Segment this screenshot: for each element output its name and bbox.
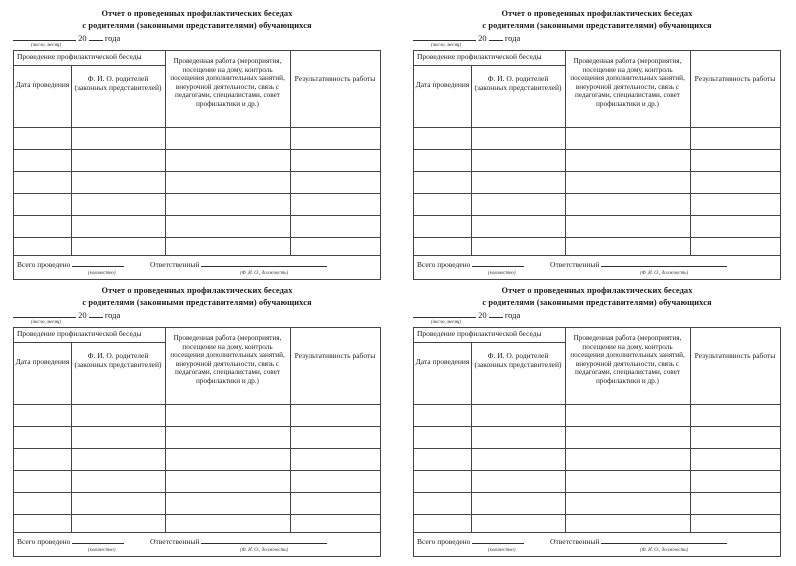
date-line	[13, 309, 120, 320]
table-line	[414, 215, 780, 216]
column-header-fio: Ф. И. О. родителей (законных представителей)	[74, 74, 162, 92]
total-label: Всего проведено	[17, 537, 71, 546]
date-blank[interactable]	[413, 309, 476, 318]
responsible-blank[interactable]	[601, 259, 727, 267]
table-line	[71, 342, 72, 532]
table-line	[414, 532, 780, 533]
form-title-line1: Отчет о проведенных профилактических беседах	[501, 9, 693, 18]
table-line	[14, 448, 380, 449]
report-table	[413, 50, 781, 280]
total-blank[interactable]	[72, 536, 124, 544]
table-line	[14, 237, 380, 238]
responsible-blank[interactable]	[201, 536, 327, 544]
table-line	[414, 171, 780, 172]
table-footer	[17, 259, 327, 269]
form-title-line1: Отчет о проведенных профилактических беседах	[501, 286, 693, 295]
year-blank[interactable]	[89, 32, 103, 41]
form-title-line2: с родителями (законными представителями) обучающихся	[82, 21, 312, 30]
column-header-work: Проведенная работа (мероприятия, посещение на дому, контроль посещения дополнительных занятий, внеурочной деятельности, связь с педагогами, специалистами, совет профилактики и др.)	[170, 57, 285, 108]
year-prefix: 20	[78, 310, 87, 320]
year-suffix: года	[104, 310, 121, 320]
column-header-date: Дата проведения	[15, 357, 70, 366]
table-line	[414, 492, 780, 493]
table-line	[414, 149, 780, 150]
table-line	[414, 237, 780, 238]
report-form-bottom-left	[13, 283, 381, 559]
report-form-top-right	[413, 6, 781, 282]
table-line	[414, 426, 780, 427]
date-blank[interactable]	[13, 309, 76, 318]
table-line	[14, 255, 380, 256]
responsible-label: Ответственный	[550, 260, 600, 269]
date-hint: (число, месяц)	[31, 320, 62, 325]
year-suffix: года	[104, 33, 121, 43]
form-title-line2: с родителями (законными представителями) обучающихся	[482, 21, 712, 30]
column-header-work: Проведенная работа (мероприятия, посещение на дому, контроль посещения дополнительных занятий, внеурочной деятельности, связь с педагогами, специалистами, совет профилактики и др.)	[570, 334, 685, 385]
year-prefix: 20	[478, 310, 487, 320]
date-hint: (число, месяц)	[431, 320, 462, 325]
responsible-hint: (Ф. И. О., должность)	[640, 271, 689, 276]
column-header-date: Дата проведения	[15, 80, 70, 89]
table-line	[14, 65, 165, 66]
year-prefix: 20	[78, 33, 87, 43]
responsible-hint: (Ф. И. О., должность)	[240, 271, 289, 276]
total-hint: (количество)	[488, 548, 516, 553]
column-header-result: Результативность работы	[694, 74, 776, 83]
table-line	[14, 127, 380, 128]
form-title-line2: с родителями (законными представителями) обучающихся	[482, 298, 712, 307]
report-form-bottom-right	[413, 283, 781, 559]
table-line	[471, 342, 472, 532]
responsible-label: Ответственный	[150, 537, 200, 546]
date-line	[413, 309, 520, 320]
report-table	[13, 50, 381, 280]
total-hint: (количество)	[488, 271, 516, 276]
table-line	[71, 65, 72, 255]
table-footer	[17, 536, 327, 546]
table-line	[414, 193, 780, 194]
total-hint: (количество)	[88, 548, 116, 553]
responsible-blank[interactable]	[601, 536, 727, 544]
table-footer	[417, 536, 727, 546]
date-blank[interactable]	[413, 32, 476, 41]
column-header-fio: Ф. И. О. родителей (законных представителей)	[74, 351, 162, 369]
year-suffix: года	[504, 33, 521, 43]
total-label: Всего проведено	[417, 260, 471, 269]
table-line	[414, 65, 565, 66]
table-footer	[417, 259, 727, 269]
header-group-label: Проведение профилактической беседы	[17, 52, 142, 61]
column-header-date: Дата проведения	[415, 80, 470, 89]
form-title-line1: Отчет о проведенных профилактических беседах	[101, 9, 293, 18]
total-blank[interactable]	[472, 536, 524, 544]
total-label: Всего проведено	[17, 260, 71, 269]
year-blank[interactable]	[489, 309, 503, 318]
responsible-label: Ответственный	[550, 537, 600, 546]
responsible-hint: (Ф. И. О., должность)	[240, 548, 289, 553]
date-hint: (число, месяц)	[31, 43, 62, 48]
column-header-fio: Ф. И. О. родителей (законных представителей)	[474, 74, 562, 92]
table-line	[414, 514, 780, 515]
responsible-blank[interactable]	[201, 259, 327, 267]
table-line	[14, 404, 380, 405]
total-label: Всего проведено	[417, 537, 471, 546]
header-group-label: Проведение профилактической беседы	[417, 52, 542, 61]
header-group-label: Проведение профилактической беседы	[17, 329, 142, 338]
date-line	[13, 32, 120, 43]
form-title-line1: Отчет о проведенных профилактических беседах	[101, 286, 293, 295]
column-header-work: Проведенная работа (мероприятия, посещение на дому, контроль посещения дополнительных занятий, внеурочной деятельности, связь с педагогами, специалистами, совет профилактики и др.)	[170, 334, 285, 385]
total-blank[interactable]	[472, 259, 524, 267]
date-blank[interactable]	[13, 32, 76, 41]
report-form-top-left	[13, 6, 381, 282]
table-line	[414, 448, 780, 449]
table-line	[14, 171, 380, 172]
table-line	[414, 342, 565, 343]
column-header-result: Результативность работы	[294, 351, 376, 360]
table-line	[14, 514, 380, 515]
responsible-label: Ответственный	[150, 260, 200, 269]
column-header-work: Проведенная работа (мероприятия, посещение на дому, контроль посещения дополнительных занятий, внеурочной деятельности, связь с педагогами, специалистами, совет профилактики и др.)	[570, 57, 685, 108]
date-hint: (число, месяц)	[431, 43, 462, 48]
table-line	[414, 127, 780, 128]
year-prefix: 20	[478, 33, 487, 43]
table-line	[414, 255, 780, 256]
year-blank[interactable]	[89, 309, 103, 318]
table-line	[14, 426, 380, 427]
date-line	[413, 32, 520, 43]
total-blank[interactable]	[72, 259, 124, 267]
form-title-line2: с родителями (законными представителями) обучающихся	[82, 298, 312, 307]
column-header-fio: Ф. И. О. родителей (законных представителей)	[474, 351, 562, 369]
header-group-label: Проведение профилактической беседы	[417, 329, 542, 338]
year-suffix: года	[504, 310, 521, 320]
table-line	[14, 193, 380, 194]
table-line	[14, 149, 380, 150]
table-line	[14, 492, 380, 493]
report-table	[13, 327, 381, 557]
total-hint: (количество)	[88, 271, 116, 276]
responsible-hint: (Ф. И. О., должность)	[640, 548, 689, 553]
table-line	[14, 470, 380, 471]
table-line	[414, 470, 780, 471]
year-blank[interactable]	[489, 32, 503, 41]
table-line	[14, 342, 165, 343]
table-line	[14, 215, 380, 216]
table-line	[471, 65, 472, 255]
column-header-result: Результативность работы	[694, 351, 776, 360]
table-line	[414, 404, 780, 405]
table-line	[14, 532, 380, 533]
column-header-result: Результативность работы	[294, 74, 376, 83]
column-header-date: Дата проведения	[415, 357, 470, 366]
report-table	[413, 327, 781, 557]
